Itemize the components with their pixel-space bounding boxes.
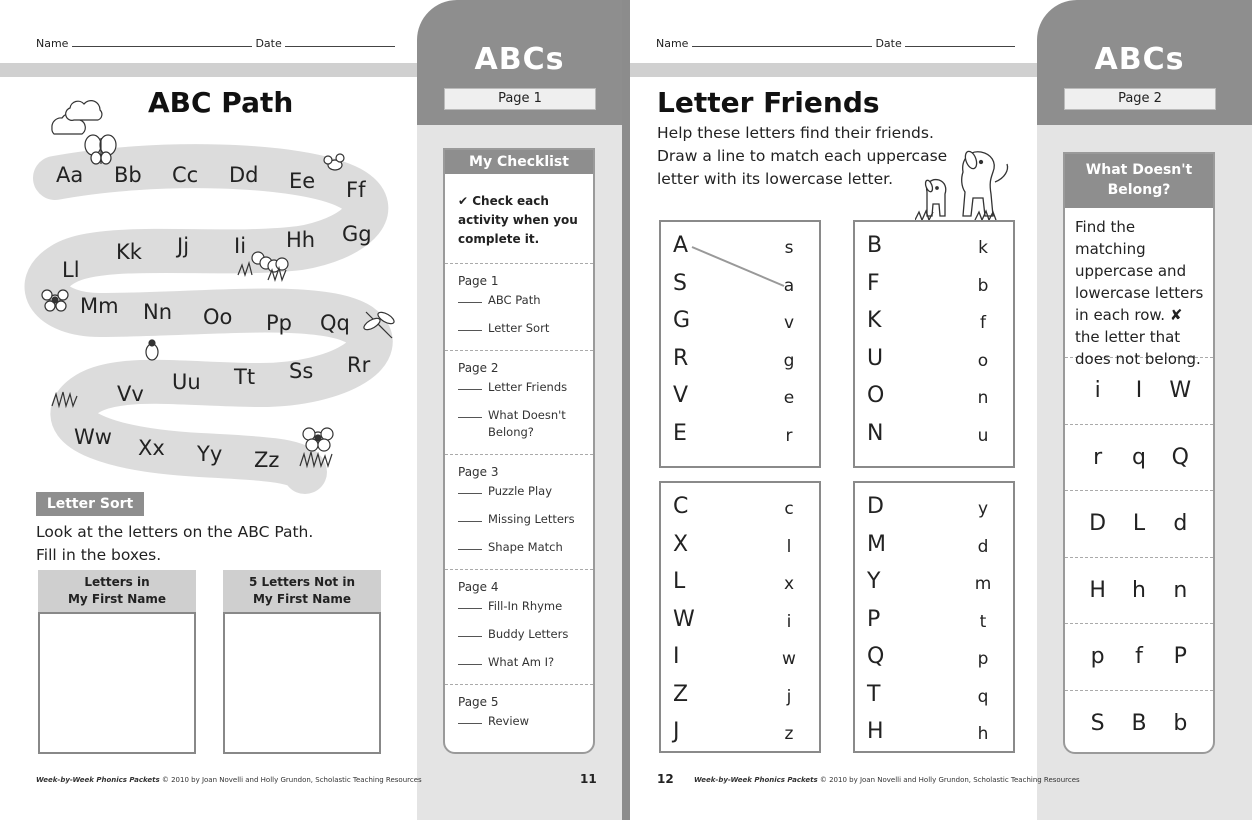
wdb-row: [1065, 624, 1213, 691]
lowercase-letter[interactable]: n: [977, 388, 989, 408]
path-letter: Nn: [143, 300, 173, 324]
checklist-item[interactable]: [458, 598, 587, 615]
wdb-letter[interactable]: b: [1173, 711, 1188, 737]
footer-credit: Week-by-Week Phonics Packets © 2010 by Joan Novelli and Holly Grundon, Scholastic Teaching Resources: [694, 776, 1080, 784]
section-tab: [1037, 0, 1252, 125]
check-blank[interactable]: [458, 407, 482, 418]
lowercase-letter[interactable]: m: [974, 574, 992, 594]
uppercase-letter[interactable]: O: [867, 383, 885, 408]
wdb-letter[interactable]: B: [1131, 711, 1147, 737]
checklist-item-label: ABC Path: [488, 293, 541, 307]
uppercase-letter[interactable]: R: [673, 345, 689, 371]
page-title: ABC Path: [148, 86, 294, 119]
path-letter: Oo: [203, 305, 233, 329]
wdb-row: [1065, 425, 1213, 492]
checklist-title: My Checklist: [445, 150, 593, 174]
lowercase-letter[interactable]: v: [783, 313, 795, 333]
uppercase-letter[interactable]: N: [867, 420, 884, 446]
uppercase-letter[interactable]: B: [867, 233, 883, 258]
uppercase-letter[interactable]: S: [673, 270, 687, 296]
check-blank[interactable]: [458, 654, 482, 665]
check-blank[interactable]: [458, 379, 482, 390]
path-letter: Mm: [80, 294, 119, 318]
path-letter: Ee: [289, 169, 316, 193]
wdb-letter[interactable]: W: [1169, 378, 1192, 404]
sort-box-header: 5 Letters Not in My First Name: [223, 570, 381, 614]
match-box: [853, 481, 1015, 753]
uppercase-letter[interactable]: A: [673, 233, 689, 258]
date-blank[interactable]: [905, 37, 1015, 47]
checklist-page-label: Page 3: [458, 465, 499, 479]
checklist-item[interactable]: [458, 626, 587, 643]
page-title: Letter Friends: [657, 86, 880, 119]
checklist-page-label: Page 2: [458, 361, 499, 375]
letter-sort-title: Letter Sort: [36, 492, 144, 516]
uppercase-letter[interactable]: X: [673, 531, 689, 557]
name-date-header: [656, 37, 1015, 50]
check-blank[interactable]: [458, 713, 482, 724]
uppercase-letter[interactable]: E: [673, 420, 687, 446]
uppercase-letter[interactable]: H: [867, 719, 884, 744]
header-band: [0, 63, 417, 77]
footer-credit: Week-by-Week Phonics Packets © 2010 by Joan Novelli and Holly Grundon, Scholastic Teaching Resources: [36, 776, 422, 784]
checklist-item[interactable]: [458, 539, 587, 556]
page-number: 12: [657, 772, 674, 786]
date-label: Date: [255, 37, 282, 50]
checklist-section: [445, 570, 593, 685]
what-doesnt-belong-panel: [1063, 152, 1215, 754]
date-label: Date: [875, 37, 902, 50]
path-letter: Kk: [116, 240, 142, 264]
tab-page-label: Page 2: [1064, 88, 1216, 110]
tab-title: ABCs: [474, 42, 565, 77]
uppercase-letter[interactable]: T: [867, 681, 881, 707]
tab-page-label: Page 1: [444, 88, 596, 110]
letter-sort-instructions: Look at the letters on the ABC Path. Fill in the boxes.: [36, 523, 314, 564]
checklist-page-label: Page 1: [458, 274, 499, 288]
wdb-letter[interactable]: p: [1090, 644, 1105, 670]
check-blank[interactable]: [458, 292, 482, 303]
checklist-item-label: Buddy Letters: [488, 627, 569, 641]
lowercase-letter[interactable]: o: [977, 350, 989, 371]
uppercase-letter[interactable]: D: [867, 494, 884, 519]
tab-title: ABCs: [1094, 42, 1185, 77]
path-letter: Ff: [346, 178, 366, 202]
lowercase-letter[interactable]: d: [977, 536, 989, 557]
wdb-letter[interactable]: q: [1132, 444, 1146, 470]
path-letter: Bb: [114, 163, 142, 187]
path-letter: Vv: [117, 382, 144, 406]
path-letter: Uu: [172, 370, 201, 394]
path-letter: Cc: [172, 163, 199, 187]
match-box: [853, 220, 1015, 468]
dogs-illustration: [915, 142, 1020, 222]
path-letter: Gg: [342, 222, 372, 246]
checklist-item[interactable]: [458, 654, 587, 671]
lowercase-letter[interactable]: p: [977, 649, 989, 669]
lowercase-letter[interactable]: q: [977, 686, 989, 707]
checklist-item[interactable]: [458, 320, 587, 337]
checklist-item-label: What Doesn't Belong?: [488, 408, 566, 439]
date-blank[interactable]: [285, 37, 395, 47]
lowercase-letter[interactable]: s: [784, 238, 794, 258]
name-label: Name: [656, 37, 689, 50]
uppercase-letter[interactable]: J: [673, 719, 680, 744]
wdb-letter[interactable]: D: [1089, 511, 1107, 537]
match-box: [659, 481, 821, 753]
lowercase-letter[interactable]: w: [782, 649, 796, 669]
example-match-line: [659, 220, 821, 300]
checklist-item-label: Puzzle Play: [488, 484, 553, 498]
wdb-title: What Doesn't Belong?: [1065, 154, 1213, 208]
uppercase-letter[interactable]: I: [673, 644, 680, 669]
lowercase-letter[interactable]: b: [977, 275, 989, 296]
wdb-letter[interactable]: d: [1173, 511, 1188, 537]
uppercase-letter[interactable]: P: [867, 606, 881, 632]
checklist-item-label: Fill-In Rhyme: [488, 599, 563, 613]
checklist-item-label: Letter Friends: [488, 380, 568, 394]
lowercase-letter[interactable]: z: [784, 724, 794, 744]
header-band: [630, 63, 1037, 77]
cloud-icon: [52, 101, 102, 134]
path-letter: Ll: [62, 258, 80, 282]
lowercase-letter[interactable]: f: [980, 313, 986, 333]
checklist-item[interactable]: [458, 713, 587, 730]
wdb-row: [1065, 558, 1213, 625]
wdb-letter[interactable]: P: [1173, 644, 1187, 670]
wdb-row: [1065, 691, 1213, 755]
wdb-row: [1065, 491, 1213, 558]
checklist-item-label: Missing Letters: [488, 512, 575, 526]
path-letter: Dd: [229, 163, 259, 187]
path-letter: Ww: [74, 425, 112, 449]
flower-icon: [303, 428, 333, 451]
path-letter: Ii: [234, 234, 247, 258]
wdb-letter[interactable]: n: [1173, 577, 1188, 603]
checklist-page-label: Page 4: [458, 580, 499, 594]
wdb-letter[interactable]: f: [1135, 644, 1143, 670]
uppercase-letter[interactable]: L: [673, 569, 686, 594]
path-letter: Hh: [286, 228, 316, 252]
name-date-header: [36, 37, 395, 50]
checklist-item[interactable]: [458, 511, 587, 528]
checklist-item[interactable]: [458, 483, 587, 500]
path-letter: Aa: [56, 163, 84, 187]
wdb-letter[interactable]: L: [1132, 511, 1146, 537]
path-letter: Yy: [197, 442, 223, 466]
right-page: [630, 0, 1252, 820]
checklist-item-label: Review: [488, 714, 530, 728]
checklist-page-label: Page 5: [458, 695, 499, 709]
wdb-letter[interactable]: H: [1089, 577, 1106, 603]
path-letter: Zz: [254, 448, 280, 472]
lowercase-letter[interactable]: i: [786, 611, 792, 632]
checklist-item[interactable]: [458, 407, 587, 441]
checklist-section: [445, 685, 593, 743]
checklist-item-label: Shape Match: [488, 540, 563, 554]
wdb-letter[interactable]: r: [1093, 444, 1103, 470]
checklist-item[interactable]: [458, 379, 587, 396]
path-letter: Pp: [266, 311, 292, 335]
lowercase-letter[interactable]: k: [978, 238, 988, 258]
uppercase-letter[interactable]: G: [673, 308, 691, 333]
lowercase-letter[interactable]: r: [785, 425, 793, 446]
checklist-section: [445, 455, 593, 570]
letters-not-in-name-box[interactable]: [223, 612, 381, 754]
lowercase-letter[interactable]: h: [977, 724, 989, 744]
my-checklist: [443, 148, 595, 754]
lowercase-letter[interactable]: g: [783, 350, 795, 371]
wdb-instructions: Find the matching uppercase and lowercase letters in each row. ✘ the letter that does not belong.: [1065, 208, 1213, 358]
lowercase-letter[interactable]: c: [784, 499, 794, 519]
abc-path-graphic: [0, 100, 417, 500]
uppercase-letter[interactable]: K: [867, 308, 882, 333]
page-number: 11: [580, 772, 597, 786]
check-blank[interactable]: [458, 598, 482, 609]
check-blank[interactable]: [458, 320, 482, 331]
checklist-item[interactable]: [458, 292, 587, 309]
letters-in-name-box[interactable]: [38, 612, 196, 754]
uppercase-letter[interactable]: V: [673, 383, 689, 408]
uppercase-letter[interactable]: M: [867, 531, 886, 557]
path-letter: Tt: [234, 365, 256, 389]
lowercase-letter[interactable]: u: [977, 425, 989, 446]
uppercase-letter[interactable]: W: [673, 606, 695, 632]
check-blank[interactable]: [458, 626, 482, 637]
check-blank[interactable]: [458, 511, 482, 522]
checklist-item-label: Letter Sort: [488, 321, 550, 335]
checklist-intro: ✔ Check each activity when you complete it.: [445, 174, 593, 264]
uppercase-letter[interactable]: Y: [867, 569, 881, 594]
lowercase-letter[interactable]: y: [977, 499, 989, 519]
uppercase-letter[interactable]: F: [867, 270, 880, 296]
lowercase-letter[interactable]: l: [786, 536, 792, 557]
name-label: Name: [36, 37, 69, 50]
checklist-section: [445, 264, 593, 351]
ladybug-icon: [146, 340, 158, 360]
wdb-letter[interactable]: S: [1090, 711, 1105, 737]
lowercase-letter[interactable]: t: [979, 611, 987, 632]
check-blank[interactable]: [458, 539, 482, 550]
wdb-letter[interactable]: I: [1135, 378, 1143, 404]
name-blank[interactable]: [692, 37, 872, 47]
wdb-letter[interactable]: Q: [1171, 444, 1189, 470]
path-letter: Qq: [320, 311, 350, 335]
section-tab: [417, 0, 622, 125]
uppercase-letter[interactable]: Z: [673, 681, 689, 707]
path-letter: Xx: [138, 436, 165, 460]
lowercase-letter[interactable]: j: [786, 686, 792, 707]
uppercase-letter[interactable]: C: [673, 494, 689, 519]
book-gutter: [622, 0, 630, 820]
path-letter: Rr: [347, 353, 371, 377]
path-letter: Jj: [177, 234, 190, 258]
uppercase-letter[interactable]: U: [867, 345, 884, 371]
sort-box-header: Letters in My First Name: [38, 570, 196, 614]
uppercase-letter[interactable]: Q: [867, 644, 885, 669]
wdb-letter[interactable]: i: [1094, 378, 1101, 404]
lowercase-letter[interactable]: a: [783, 275, 795, 296]
lowercase-letter[interactable]: x: [783, 574, 795, 594]
checklist-item-label: What Am I?: [488, 655, 555, 669]
left-page: [0, 0, 622, 820]
check-blank[interactable]: [458, 483, 482, 494]
lowercase-letter[interactable]: e: [783, 388, 795, 408]
letter-friends-instructions: Help these letters find their friends. Draw a line to match each uppercase letter with its lowercase letter.: [657, 124, 948, 188]
path-letter: Ss: [289, 359, 314, 383]
wdb-letter[interactable]: h: [1132, 577, 1146, 603]
name-blank[interactable]: [72, 37, 252, 47]
checklist-section: [445, 351, 593, 455]
